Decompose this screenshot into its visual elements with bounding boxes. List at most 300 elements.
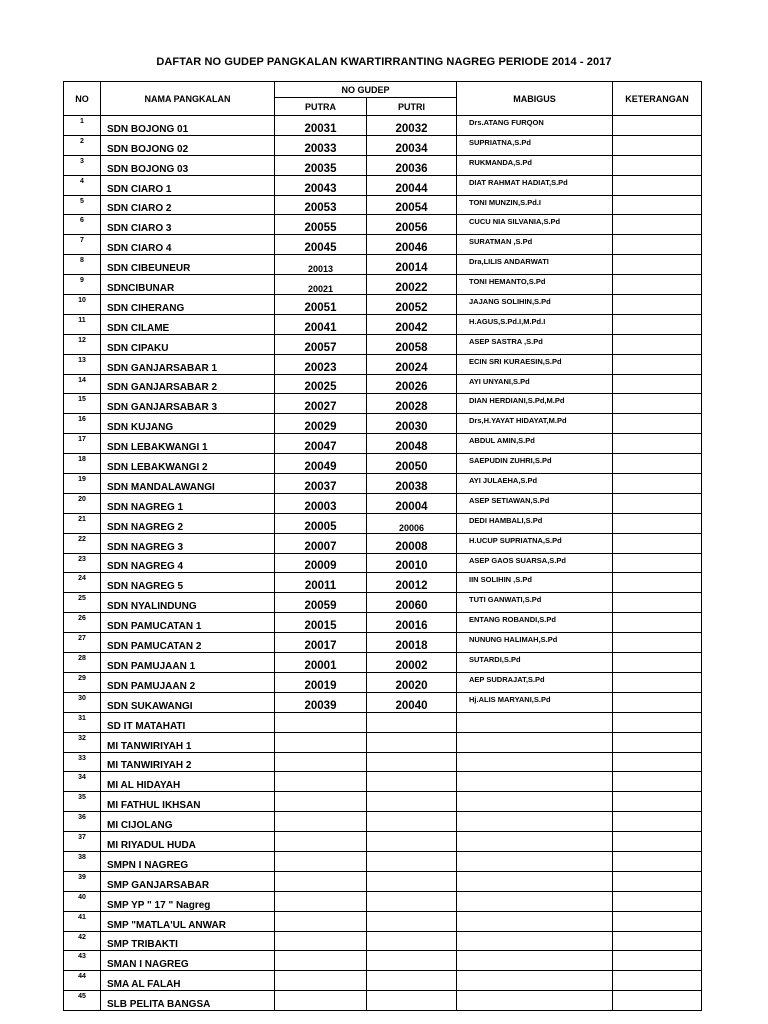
row-number: 45 <box>64 991 101 1011</box>
gudep-putra: 20059 <box>275 593 367 613</box>
table-row <box>64 533 702 553</box>
gudep-putri: 20052 <box>367 295 457 315</box>
gudep-putri: 20022 <box>367 275 457 295</box>
gudep-putra <box>275 851 367 871</box>
gudep-putri <box>367 911 457 931</box>
mabigus-name: ABDUL AMIN,S.Pd <box>457 434 613 454</box>
header-no-gudep: NO GUDEP <box>275 82 457 98</box>
row-number: 32 <box>64 732 101 752</box>
gudep-putri <box>367 931 457 951</box>
mabigus-name: Drs,H.YAYAT HIDAYAT,M.Pd <box>457 414 613 434</box>
gudep-putri: 20034 <box>367 135 457 155</box>
mabigus-name <box>457 871 613 891</box>
table-row <box>64 553 702 573</box>
pangkalan-name: SDN CIPAKU <box>101 334 275 354</box>
pangkalan-name: SDN SUKAWANGI <box>101 692 275 712</box>
row-number: 13 <box>64 354 101 374</box>
gudep-putri <box>367 812 457 832</box>
pangkalan-name: MI CIJOLANG <box>101 812 275 832</box>
mabigus-name: TONI MUNZIN,S.Pd.I <box>457 195 613 215</box>
gudep-putra <box>275 772 367 792</box>
row-number: 23 <box>64 553 101 573</box>
keterangan-cell <box>613 116 702 136</box>
mabigus-name: SAEPUDIN ZUHRI,S.Pd <box>457 454 613 474</box>
gudep-putra <box>275 931 367 951</box>
table-row <box>64 414 702 434</box>
row-number: 5 <box>64 195 101 215</box>
mabigus-name <box>457 851 613 871</box>
keterangan-cell <box>613 593 702 613</box>
mabigus-name <box>457 911 613 931</box>
gudep-putra: 20057 <box>275 334 367 354</box>
pangkalan-name: SDN GANJARSABAR 2 <box>101 374 275 394</box>
gudep-putra <box>275 812 367 832</box>
gudep-putri: 20008 <box>367 533 457 553</box>
table-body <box>64 116 702 1011</box>
gudep-putra: 20007 <box>275 533 367 553</box>
gudep-putra <box>275 911 367 931</box>
row-number: 17 <box>64 434 101 454</box>
row-number: 7 <box>64 235 101 255</box>
header-no: NO <box>64 82 101 116</box>
row-number: 22 <box>64 533 101 553</box>
table-row <box>64 772 702 792</box>
keterangan-cell <box>613 891 702 911</box>
pangkalan-name: SDN NAGREG 2 <box>101 513 275 533</box>
header-keterangan: KETERANGAN <box>613 82 702 116</box>
row-number: 1 <box>64 116 101 136</box>
row-number: 11 <box>64 314 101 334</box>
gudep-putra: 20013 <box>275 255 367 275</box>
mabigus-name <box>457 732 613 752</box>
keterangan-cell <box>613 573 702 593</box>
mabigus-name <box>457 971 613 991</box>
table-row <box>64 255 702 275</box>
pangkalan-name: SMAN I NAGREG <box>101 951 275 971</box>
table-row <box>64 851 702 871</box>
pangkalan-name: SMP GANJARSABAR <box>101 871 275 891</box>
row-number: 6 <box>64 215 101 235</box>
row-number: 35 <box>64 792 101 812</box>
table-row <box>64 493 702 513</box>
keterangan-cell <box>613 553 702 573</box>
keterangan-cell <box>613 275 702 295</box>
row-number: 33 <box>64 752 101 772</box>
keterangan-cell <box>613 752 702 772</box>
pangkalan-name: SD IT MATAHATI <box>101 712 275 732</box>
row-number: 37 <box>64 832 101 852</box>
row-number: 30 <box>64 692 101 712</box>
row-number: 25 <box>64 593 101 613</box>
table-row <box>64 195 702 215</box>
gudep-putra <box>275 971 367 991</box>
gudep-putri: 20060 <box>367 593 457 613</box>
pangkalan-name: MI FATHUL IKHSAN <box>101 792 275 812</box>
pangkalan-name: SDN NAGREG 1 <box>101 493 275 513</box>
gudep-putri: 20038 <box>367 474 457 494</box>
keterangan-cell <box>613 533 702 553</box>
gudep-putri <box>367 871 457 891</box>
pangkalan-name: SDN KUJANG <box>101 414 275 434</box>
gudep-putra: 20015 <box>275 613 367 633</box>
gudep-putri: 20054 <box>367 195 457 215</box>
mabigus-name: SUTARDI,S.Pd <box>457 653 613 673</box>
pangkalan-name: SDN BOJONG 03 <box>101 155 275 175</box>
row-number: 28 <box>64 653 101 673</box>
keterangan-cell <box>613 692 702 712</box>
mabigus-name: RUKMANDA,S.Pd <box>457 155 613 175</box>
header-putra: PUTRA <box>275 98 367 116</box>
row-number: 8 <box>64 255 101 275</box>
keterangan-cell <box>613 334 702 354</box>
mabigus-name: DIAT RAHMAT HADIAT,S.Pd <box>457 175 613 195</box>
mabigus-name <box>457 951 613 971</box>
mabigus-name: AYI JULAEHA,S.Pd <box>457 474 613 494</box>
mabigus-name: AYI UNYANI,S.Pd <box>457 374 613 394</box>
row-number: 12 <box>64 334 101 354</box>
mabigus-name: ASEP SASTRA ,S.Pd <box>457 334 613 354</box>
gudep-putri <box>367 951 457 971</box>
gudep-putra: 20025 <box>275 374 367 394</box>
gudep-putra: 20019 <box>275 672 367 692</box>
gudep-putri: 20024 <box>367 354 457 374</box>
pangkalan-name: SDN PAMUJAAN 2 <box>101 672 275 692</box>
mabigus-name: NUNUNG HALIMAH,S.Pd <box>457 633 613 653</box>
keterangan-cell <box>613 374 702 394</box>
keterangan-cell <box>613 712 702 732</box>
gudep-putra: 20051 <box>275 295 367 315</box>
gudep-putra: 20055 <box>275 215 367 235</box>
mabigus-name <box>457 752 613 772</box>
gudep-putri: 20006 <box>367 513 457 533</box>
pangkalan-name: SDN CIARO 2 <box>101 195 275 215</box>
keterangan-cell <box>613 454 702 474</box>
gudep-putri <box>367 891 457 911</box>
table-row <box>64 334 702 354</box>
gudep-putri: 20042 <box>367 314 457 334</box>
gudep-putri: 20040 <box>367 692 457 712</box>
row-number: 10 <box>64 295 101 315</box>
mabigus-name: JAJANG SOLIHIN,S.Pd <box>457 295 613 315</box>
mabigus-name: TONI HEMANTO,S.Pd <box>457 275 613 295</box>
pangkalan-name: SDN NAGREG 3 <box>101 533 275 553</box>
mabigus-name: TUTI GANWATI,S.Pd <box>457 593 613 613</box>
table-row <box>64 235 702 255</box>
mabigus-name: ASEP GAOS SUARSA,S.Pd <box>457 553 613 573</box>
gudep-putra <box>275 792 367 812</box>
gudep-putra: 20009 <box>275 553 367 573</box>
gudep-putra: 20021 <box>275 275 367 295</box>
table-row <box>64 454 702 474</box>
table-row <box>64 215 702 235</box>
keterangan-cell <box>613 871 702 891</box>
row-number: 34 <box>64 772 101 792</box>
keterangan-cell <box>613 195 702 215</box>
gudep-putra <box>275 832 367 852</box>
row-number: 19 <box>64 474 101 494</box>
table-row <box>64 593 702 613</box>
table-row <box>64 712 702 732</box>
gudep-putri: 20020 <box>367 672 457 692</box>
pangkalan-name: MI AL HIDAYAH <box>101 772 275 792</box>
row-number: 36 <box>64 812 101 832</box>
pangkalan-name: SDN NAGREG 5 <box>101 573 275 593</box>
mabigus-name: SURATMAN ,S.Pd <box>457 235 613 255</box>
gudep-putra: 20041 <box>275 314 367 334</box>
keterangan-cell <box>613 414 702 434</box>
table-row <box>64 135 702 155</box>
mabigus-name <box>457 812 613 832</box>
row-number: 43 <box>64 951 101 971</box>
gudep-putra <box>275 732 367 752</box>
pangkalan-name: SDN PAMUJAAN 1 <box>101 653 275 673</box>
pangkalan-name: SDN GANJARSABAR 1 <box>101 354 275 374</box>
table-row <box>64 573 702 593</box>
gudep-putri <box>367 772 457 792</box>
gudep-putra: 20045 <box>275 235 367 255</box>
table-row <box>64 692 702 712</box>
mabigus-name <box>457 792 613 812</box>
table-row <box>64 732 702 752</box>
gudep-putra: 20027 <box>275 394 367 414</box>
header-nama-pangkalan: NAMA PANGKALAN <box>101 82 275 116</box>
row-number: 16 <box>64 414 101 434</box>
pangkalan-name: SDN CIARO 3 <box>101 215 275 235</box>
table-row <box>64 752 702 772</box>
gudep-putra <box>275 871 367 891</box>
table-row <box>64 374 702 394</box>
mabigus-name <box>457 712 613 732</box>
row-number: 44 <box>64 971 101 991</box>
gudep-putri <box>367 851 457 871</box>
keterangan-cell <box>613 672 702 692</box>
table-row <box>64 474 702 494</box>
mabigus-name: ENTANG ROBANDI,S.Pd <box>457 613 613 633</box>
gudep-putra: 20033 <box>275 135 367 155</box>
row-number: 42 <box>64 931 101 951</box>
gudep-putri: 20044 <box>367 175 457 195</box>
pangkalan-name: MI TANWIRIYAH 2 <box>101 752 275 772</box>
keterangan-cell <box>613 155 702 175</box>
gudep-putra: 20031 <box>275 116 367 136</box>
gudep-putra: 20049 <box>275 454 367 474</box>
table-row <box>64 871 702 891</box>
gudep-putri <box>367 732 457 752</box>
keterangan-cell <box>613 295 702 315</box>
row-number: 3 <box>64 155 101 175</box>
header-putri: PUTRI <box>367 98 457 116</box>
gudep-putra: 20023 <box>275 354 367 374</box>
gudep-putri: 20056 <box>367 215 457 235</box>
mabigus-name: Dra,LILIS ANDARWATI <box>457 255 613 275</box>
gudep-putri: 20046 <box>367 235 457 255</box>
gudep-putri <box>367 792 457 812</box>
row-number: 21 <box>64 513 101 533</box>
gudep-putri: 20032 <box>367 116 457 136</box>
gudep-putri: 20010 <box>367 553 457 573</box>
gudep-putri <box>367 712 457 732</box>
pangkalan-name: SDN CILAME <box>101 314 275 334</box>
row-number: 29 <box>64 672 101 692</box>
table-row <box>64 812 702 832</box>
mabigus-name <box>457 891 613 911</box>
pangkalan-name: SDN LEBAKWANGI 1 <box>101 434 275 454</box>
gudep-putri <box>367 832 457 852</box>
pangkalan-name: SDN LEBAKWANGI 2 <box>101 454 275 474</box>
keterangan-cell <box>613 812 702 832</box>
gudep-putri <box>367 752 457 772</box>
gudep-putri: 20012 <box>367 573 457 593</box>
keterangan-cell <box>613 613 702 633</box>
page-title: DAFTAR NO GUDEP PANGKALAN KWARTIRRANTING NAGREG PERIODE 2014 - 2017 <box>156 56 612 68</box>
pangkalan-name: MI TANWIRIYAH 1 <box>101 732 275 752</box>
pangkalan-name: SLB PELITA BANGSA <box>101 991 275 1011</box>
gudep-putra: 20039 <box>275 692 367 712</box>
keterangan-cell <box>613 235 702 255</box>
gudep-putra <box>275 712 367 732</box>
mabigus-name: H.UCUP SUPRIATNA,S.Pd <box>457 533 613 553</box>
gudep-putra <box>275 891 367 911</box>
pangkalan-name: MI RIYADUL HUDA <box>101 832 275 852</box>
gudep-putri: 20030 <box>367 414 457 434</box>
gudep-putra <box>275 951 367 971</box>
mabigus-name <box>457 832 613 852</box>
gudep-putra: 20005 <box>275 513 367 533</box>
gudep-putri: 20058 <box>367 334 457 354</box>
pangkalan-name: SMP "MATLA'UL ANWAR <box>101 911 275 931</box>
mabigus-name: CUCU NIA SILVANIA,S.Pd <box>457 215 613 235</box>
pangkalan-name: SDN NYALINDUNG <box>101 593 275 613</box>
mabigus-name: ECIN SRI KURAESIN,S.Pd <box>457 354 613 374</box>
keterangan-cell <box>613 135 702 155</box>
mabigus-name: Hj.ALIS MARYANI,S.Pd <box>457 692 613 712</box>
gudep-putra: 20029 <box>275 414 367 434</box>
row-number: 20 <box>64 493 101 513</box>
keterangan-cell <box>613 653 702 673</box>
gudep-putri <box>367 991 457 1011</box>
keterangan-cell <box>613 832 702 852</box>
row-number: 38 <box>64 851 101 871</box>
pangkalan-name: SMP TRIBAKTI <box>101 931 275 951</box>
keterangan-cell <box>613 314 702 334</box>
table-row <box>64 633 702 653</box>
mabigus-name <box>457 772 613 792</box>
gudep-putri: 20002 <box>367 653 457 673</box>
gudep-putri: 20004 <box>367 493 457 513</box>
pangkalan-name: SMPN I NAGREG <box>101 851 275 871</box>
keterangan-cell <box>613 394 702 414</box>
keterangan-cell <box>613 354 702 374</box>
keterangan-cell <box>613 971 702 991</box>
mabigus-name: AEP SUDRAJAT,S.Pd <box>457 672 613 692</box>
header-mabigus: MABIGUS <box>457 82 613 116</box>
gudep-putri: 20050 <box>367 454 457 474</box>
pangkalan-name: SDN NAGREG 4 <box>101 553 275 573</box>
gudep-putri: 20014 <box>367 255 457 275</box>
table-row <box>64 613 702 633</box>
keterangan-cell <box>613 931 702 951</box>
keterangan-cell <box>613 991 702 1011</box>
keterangan-cell <box>613 474 702 494</box>
pangkalan-name: SDNCIBUNAR <box>101 275 275 295</box>
mabigus-name <box>457 991 613 1011</box>
keterangan-cell <box>613 175 702 195</box>
pangkalan-name: SDN CIARO 4 <box>101 235 275 255</box>
keterangan-cell <box>613 851 702 871</box>
table-row <box>64 434 702 454</box>
table-row <box>64 672 702 692</box>
table-row <box>64 911 702 931</box>
row-number: 14 <box>64 374 101 394</box>
keterangan-cell <box>613 951 702 971</box>
gudep-putri <box>367 971 457 991</box>
mabigus-name: SUPRIATNA,S.Pd <box>457 135 613 155</box>
gudep-putra: 20037 <box>275 474 367 494</box>
keterangan-cell <box>613 732 702 752</box>
gudep-putra: 20011 <box>275 573 367 593</box>
gudep-putra: 20047 <box>275 434 367 454</box>
keterangan-cell <box>613 633 702 653</box>
row-number: 4 <box>64 175 101 195</box>
keterangan-cell <box>613 255 702 275</box>
keterangan-cell <box>613 493 702 513</box>
row-number: 26 <box>64 613 101 633</box>
gudep-putra: 20035 <box>275 155 367 175</box>
row-number: 24 <box>64 573 101 593</box>
gudep-putra: 20001 <box>275 653 367 673</box>
table-row <box>64 175 702 195</box>
gudep-putri: 20036 <box>367 155 457 175</box>
pangkalan-name: SDN CIARO 1 <box>101 175 275 195</box>
gudep-putri: 20048 <box>367 434 457 454</box>
table-row <box>64 275 702 295</box>
pangkalan-name: SDN BOJONG 02 <box>101 135 275 155</box>
table-row <box>64 653 702 673</box>
keterangan-cell <box>613 215 702 235</box>
gudep-putra: 20043 <box>275 175 367 195</box>
row-number: 18 <box>64 454 101 474</box>
row-number: 39 <box>64 871 101 891</box>
table-row <box>64 951 702 971</box>
gudep-putri: 20016 <box>367 613 457 633</box>
keterangan-cell <box>613 792 702 812</box>
pangkalan-name: SDN PAMUCATAN 2 <box>101 633 275 653</box>
row-number: 9 <box>64 275 101 295</box>
row-number: 15 <box>64 394 101 414</box>
table-row <box>64 354 702 374</box>
pangkalan-name: SDN PAMUCATAN 1 <box>101 613 275 633</box>
pangkalan-name: SDN MANDALAWANGI <box>101 474 275 494</box>
pangkalan-name: SDN CIBEUNEUR <box>101 255 275 275</box>
table-row <box>64 116 702 136</box>
gudep-putri: 20018 <box>367 633 457 653</box>
mabigus-name <box>457 931 613 951</box>
mabigus-name: H.AGUS,S.Pd.I,M.Pd.I <box>457 314 613 334</box>
gudep-putri: 20028 <box>367 394 457 414</box>
row-number: 40 <box>64 891 101 911</box>
pangkalan-name: SDN GANJARSABAR 3 <box>101 394 275 414</box>
table-row <box>64 394 702 414</box>
pangkalan-name: SMP YP " 17 " Nagreg <box>101 891 275 911</box>
table-row <box>64 314 702 334</box>
gudep-putra: 20017 <box>275 633 367 653</box>
gudep-putra <box>275 991 367 1011</box>
gudep-putra <box>275 752 367 772</box>
table-row <box>64 513 702 533</box>
keterangan-cell <box>613 434 702 454</box>
keterangan-cell <box>613 772 702 792</box>
pangkalan-name: SMA AL FALAH <box>101 971 275 991</box>
